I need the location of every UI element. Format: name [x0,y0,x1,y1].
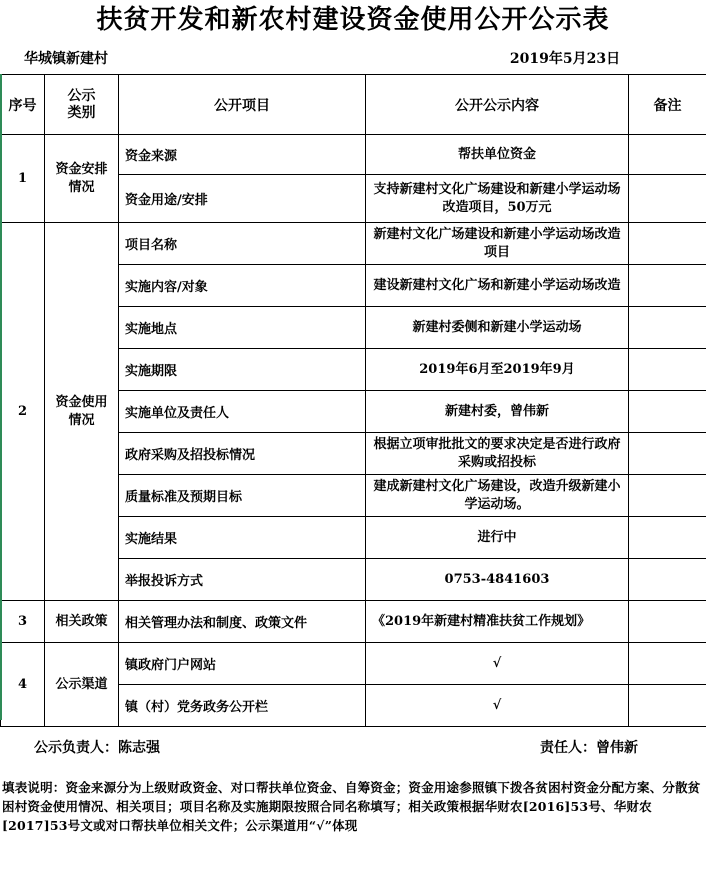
item-cell: 实施地点 [119,307,366,349]
content-cell: 新建村委，曾伟新 [366,391,629,433]
content-cell: 新建村委侧和新建小学运动场 [366,307,629,349]
content-cell: 建成新建村文化广场建设，改造升级新建小学运动场。 [366,475,629,517]
item-cell: 镇（村）党务政务公开栏 [119,685,366,727]
item-cell: 政府采购及招投标情况 [119,433,366,475]
content-cell: 《2019年新建村精准扶贫工作规划》 [366,601,629,643]
remark-cell [629,601,706,643]
remark-cell [629,433,706,475]
group-category: 相关政策 [45,601,119,643]
item-cell: 举报投诉方式 [119,559,366,601]
remark-cell [629,391,706,433]
group-category: 公示渠道 [45,643,119,727]
col-item: 公开项目 [119,75,366,135]
item-cell: 实施期限 [119,349,366,391]
item-cell: 镇政府门户网站 [119,643,366,685]
page-title: 扶贫开发和新农村建设资金使用公开公示表 [96,5,610,35]
col-remark: 备注 [629,75,706,135]
town-label: 华城镇新建村 [24,51,108,67]
group-seq: 4 [1,643,45,727]
group-seq: 1 [1,135,45,223]
group-seq: 2 [1,223,45,601]
remark-cell [629,135,706,175]
remark-cell [629,175,706,223]
remark-cell [629,685,706,727]
date-label: 2019年5月23日 [509,51,621,67]
content-cell: √ [366,685,629,727]
item-cell: 实施结果 [119,517,366,559]
content-cell: 建设新建村文化广场和新建小学运动场改造 [366,265,629,307]
content-cell: 2019年6月至2019年9月 [366,349,629,391]
remark-cell [629,265,706,307]
content-cell: √ [366,643,629,685]
col-seq: 序号 [1,75,45,135]
content-cell: 新建村文化广场建设和新建小学运动场改造项目 [366,223,629,265]
fill-instructions: 填表说明：资金来源分为上级财政资金、对口帮扶单位资金、自筹资金；资金用途参照镇下拨各贫困村资金分配方案、分散贫困村资金使用情况、相关项目；项目名称及实施期限按照合同名称填写；相关政策根据华财农[2016]53号、华财农[2017]53号文或对口帮扶单位相关文件；公示渠道用“√”体现 [2,780,701,833]
remark-cell [629,475,706,517]
left-edge-marker [0,74,2,720]
remark-cell [629,517,706,559]
table-row [1,601,706,643]
content-cell: 0753-4841603 [366,559,629,601]
disclosure-table [0,74,706,727]
remark-cell [629,559,706,601]
table-row [1,223,706,265]
content-cell: 根据立项审批批文的要求决定是否进行政府采购或招投标 [366,433,629,475]
remark-cell [629,349,706,391]
item-cell: 相关管理办法和制度、政策文件 [119,601,366,643]
group-seq: 3 [1,601,45,643]
remark-cell [629,307,706,349]
remark-cell [629,223,706,265]
item-cell: 实施单位及责任人 [119,391,366,433]
col-content: 公开公示内容 [366,75,629,135]
content-cell: 进行中 [366,517,629,559]
publisher-label: 公示负责人：陈志强 [34,740,160,756]
item-cell: 资金来源 [119,135,366,175]
item-cell: 质量标准及预期目标 [119,475,366,517]
remark-cell [629,643,706,685]
table-header-row [1,75,706,135]
col-category: 公示 类别 [45,75,119,135]
content-cell: 帮扶单位资金 [366,135,629,175]
item-cell: 实施内容/对象 [119,265,366,307]
item-cell: 项目名称 [119,223,366,265]
responsible-label: 责任人：曾伟新 [540,740,638,756]
item-cell: 资金用途/安排 [119,175,366,223]
table-row [1,643,706,685]
group-category: 资金使用 情况 [45,223,119,601]
group-category: 资金安排 情况 [45,135,119,223]
table-row [1,135,706,175]
content-cell: 支持新建村文化广场建设和新建小学运动场改造项目，50万元 [366,175,629,223]
